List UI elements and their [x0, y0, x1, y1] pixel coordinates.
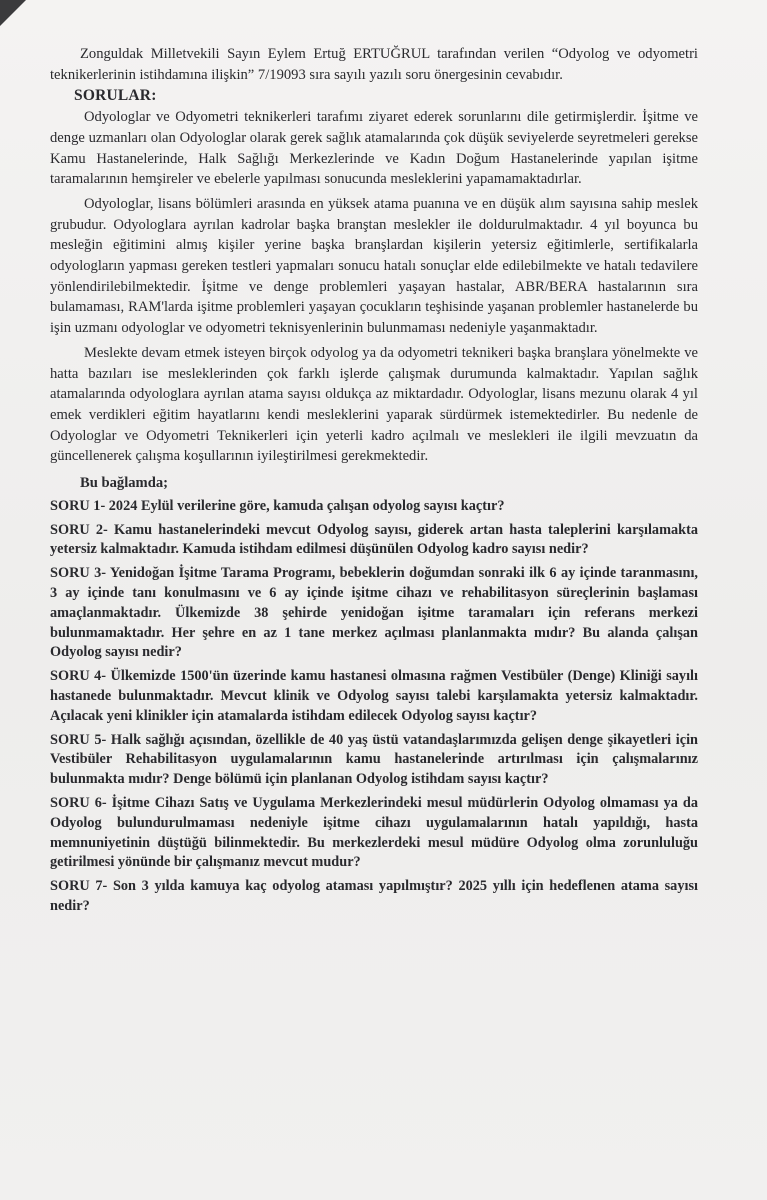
- questions-heading: SORULAR:: [74, 87, 157, 105]
- question-3: SORU 3- Yenidoğan İşitme Tarama Programı, bebeklerin doğumdan sonraki ilk 6 ay içinde taranmasını, 3 ay içinde tanı konulmasını ve 6 ay içinde işitme cihazı ve rehabilitasyon süreçlerinin başlaması amaçlanmaktadır. Ülkemizde 38 şehirde yenidoğan işitme taramaları için referans merkezi bulunmamaktadır. Her şehre en az 1 tane merkez açılması planlanmakta mıdır? Bu alanda çalışan Odyolog sayısı nedir?: [50, 565, 698, 661]
- question-7: SORU 7- Son 3 yılda kamuya kaç odyolog ataması yapılmıştır? 2025 yıllı için hedeflenen atama sayısı nedir?: [50, 878, 698, 914]
- intro-paragraph: Zonguldak Milletvekili Sayın Eylem Ertuğ ERTUĞRUL tarafından verilen “Odyolog ve odyometri teknikerlerinin istihdamına ilişkin” 7/19093 sıra sayılı yazılı soru önergesinin cevabıdır.: [50, 46, 698, 83]
- body-paragraph-1: Odyologlar ve Odyometri teknikerleri tarafımı ziyaret ederek sorunlarını dile getirmişlerdir. İşitme ve denge uzmanları olan Odyologlar olarak gerek sağlık atamalarında çok düşük seviyelerde seyretmeleri gerekse Kamu Hastanelerinde, Halk Sağlığı Merkezlerinde ve Kadın Doğum Hastanelerinde yapılan işitme taramalarının hemşireler ve ebelerle yapılması sonucunda mesleklerini yapamamaktadırlar.: [50, 109, 698, 188]
- question-2: SORU 2- Kamu hastanelerindeki mevcut Odyolog sayısı, giderek artan hasta taleplerini karşılamakta yetersiz kalmaktadır. Kamuda istihdam edilmesi düşünülen Odyolog kadro sayısı nedir?: [50, 521, 698, 558]
- question-1: SORU 1- 2024 Eylül verilerine göre, kamuda çalışan odyolog sayısı kaçtır?: [50, 497, 505, 514]
- document-body: [50, 44, 698, 917]
- page-corner-shadow: [0, 0, 26, 26]
- body-paragraph-3: Meslekte devam etmek isteyen birçok odyolog ya da odyometri teknikeri başka branşlara yönelmekte ve hatta bazıları ise mesleklerinden çok farklı işlerde çalışmak durumunda kalmaktadır. Yapılan sağlık atamalarında odyologlara ayrılan atama sayısı oldukça az miktardadır. Odyologlar, lisans mezunu olarak 4 yıl emek verdikleri eğitim hayatlarını kendi mesleklerini yaparak sürdürmek istemektedirler. Bu nedenle de Odyologlar ve Odyometri Teknikerleri için yeterli kadro açılmalı ve meslekleri ile ilgili mevzuatın da güncellenerek çalışma koşullarının iyileştirilmesi gerekmektedir.: [50, 344, 698, 465]
- lead-in-text: Bu bağlamda;: [80, 475, 168, 492]
- question-4: SORU 4- Ülkemizde 1500'ün üzerinde kamu hastanesi olmasına rağmen Vestibüler (Denge) Kliniği sayılı hastanede bulunmaktadır. Mevcut klinik ve Odyolog sayısı talebi karşılamakta yetersiz kalmaktadır. Açılacak yeni klinikler için atamalarda istihdam edilecek Odyolog sayısı kaçtır?: [50, 668, 698, 724]
- body-paragraph-2: Odyologlar, lisans bölümleri arasında en yüksek atama puanına ve en düşük alım sayısına sahip meslek grubudur. Odyologlara ayrılan kadrolar başka branştan meslekler ile doldurulmaktadır. 4 yıl boyunca bu mesleğin eğitimini almış kişiler yerine başka branşlardan kişilerin yetersiz eğitimlerle, sertifikalarla odyologların yapması gereken testleri yapmaları sonucu hatalı sonuçlar elde edilebilmekte ve hatalı tedavilere yönlendirilebilmektedir. İşitme ve denge problemleri yaşayan hastalar, ABR/BERA hastalarının sıra bulamaması, RAM'larda işitme problemleri yaşayan çocukların teşhisinde yaşanan problemler hastanelerde bu işin uzmanı odyologlar ve odyometri teknisyenlerinin bulunmaması nedeniyle yaşanmaktadır.: [50, 195, 698, 337]
- question-6: SORU 6- İşitme Cihazı Satış ve Uygulama Merkezlerindeki mesul müdürlerin Odyolog olmaması ya da Odyolog bulundurulmaması nedeniyle işitme cihazı uygulamalarının hatalı yapıldığı, hasta memnuniyetinin düştüğü bilinmektedir. Bu merkezlerdeki mesul müdüre Odyolog olma zorunluluğu getirilmesi yönünde bir çalışmanız mevcut mudur?: [50, 794, 698, 871]
- question-5: SORU 5- Halk sağlığı açısından, özellikle de 40 yaş üstü vatandaşlarımızda gelişen denge şikayetleri için Vestibüler Rehabilitasyon uygulamalarının kamu hastanelerinde artırılması için çalışmalarınız bulunmakta mıdır? Denge bölümü için planlanan Odyolog istihdam sayısı kaçtır?: [50, 731, 698, 788]
